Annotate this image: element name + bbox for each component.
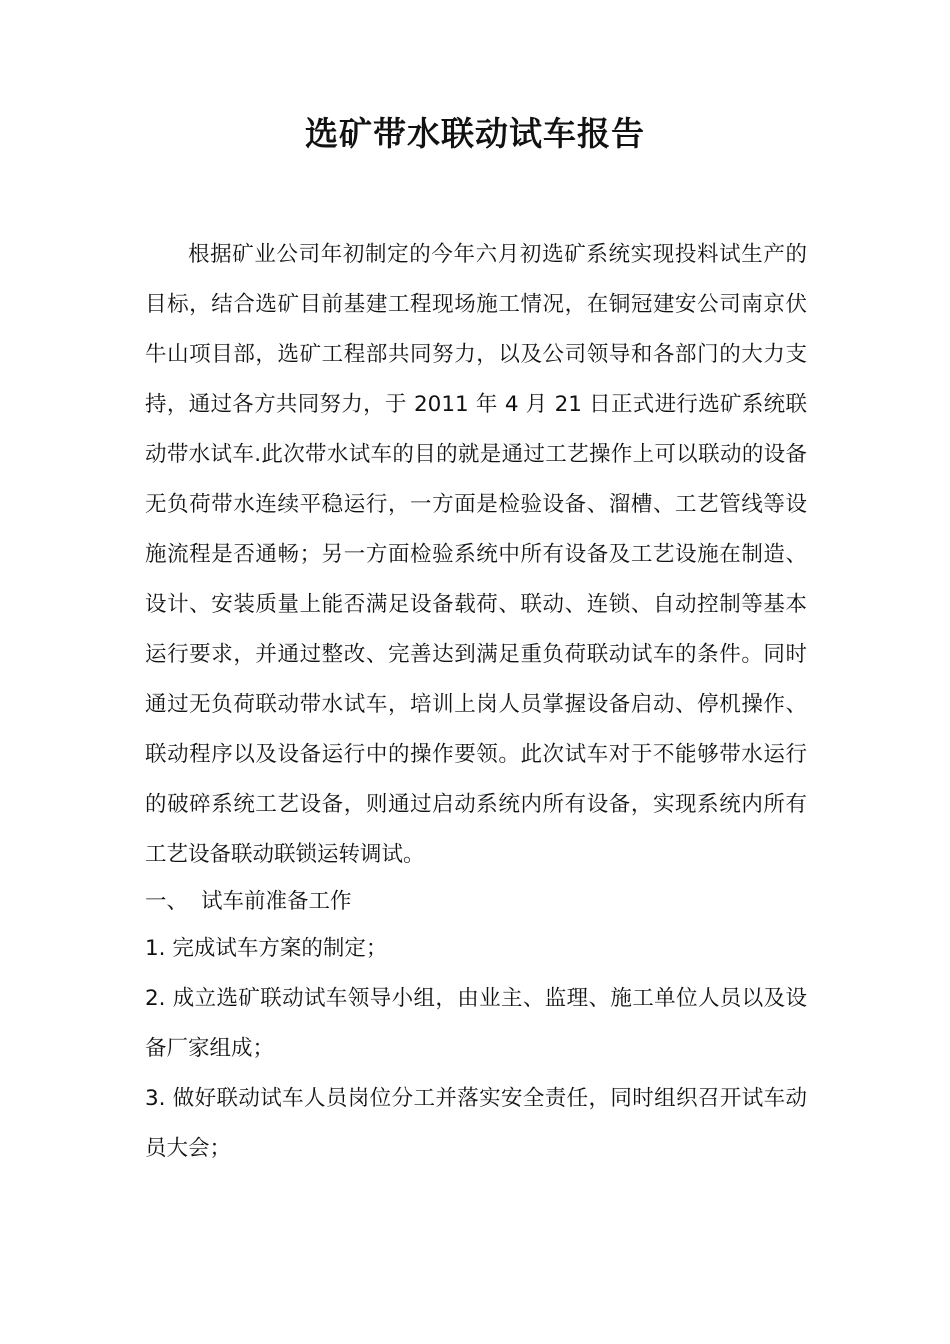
list-item: 1. 完成试车方案的制定； [145,936,388,961]
section-number: 一、 [145,889,189,914]
intro-paragraph: 根据矿业公司年初制定的今年六月初选矿系统实现投料试生产的目标，结合选矿目前基建工程现场施工情况，在铜冠建安公司南京伏牛山项目部，选矿工程部共同努力，以及公司领导和各部门的大力支持，通过各方共同努力，于 2011 年 4 月 21 日正式进行选矿系统联动带水试车.此次带水试车的目的就是通过工艺操作上可以联动的设备无负荷带水连续平稳运行，一方面是检验设备、溜槽、工艺管线等设施流程是否通畅；另一方面检验系统中所有设备及工艺设施在制造、设计、安装质量上能否满足设备载荷、联动、连锁、自动控制等基本运行要求，并通过整改、完善达到满足重负荷联动试车的条件。同时通过无负荷联动带水试车，培训上岗人员掌握设备启动、停机操作、联动程序以及设备运行中的操作要领。此次试车对于不能够带水运行的破碎系统工艺设备，则通过启动系统内所有设备，实现系统内所有工艺设备联动联锁运转调试。 [145,242,807,867]
section-heading [145,880,807,924]
section-heading-text: 试车前准备工作 [201,889,352,914]
list-item: 2. 成立选矿联动试车领导小组，由业主、监理、施工单位人员以及设备厂家组成； [145,986,807,1061]
document-title: 选矿带水联动试车报告 [305,114,645,153]
list-item: 3. 做好联动试车人员岗位分工并落实安全责任，同时组织召开试车动员大会； [145,1086,807,1161]
document-body [145,230,807,1174]
